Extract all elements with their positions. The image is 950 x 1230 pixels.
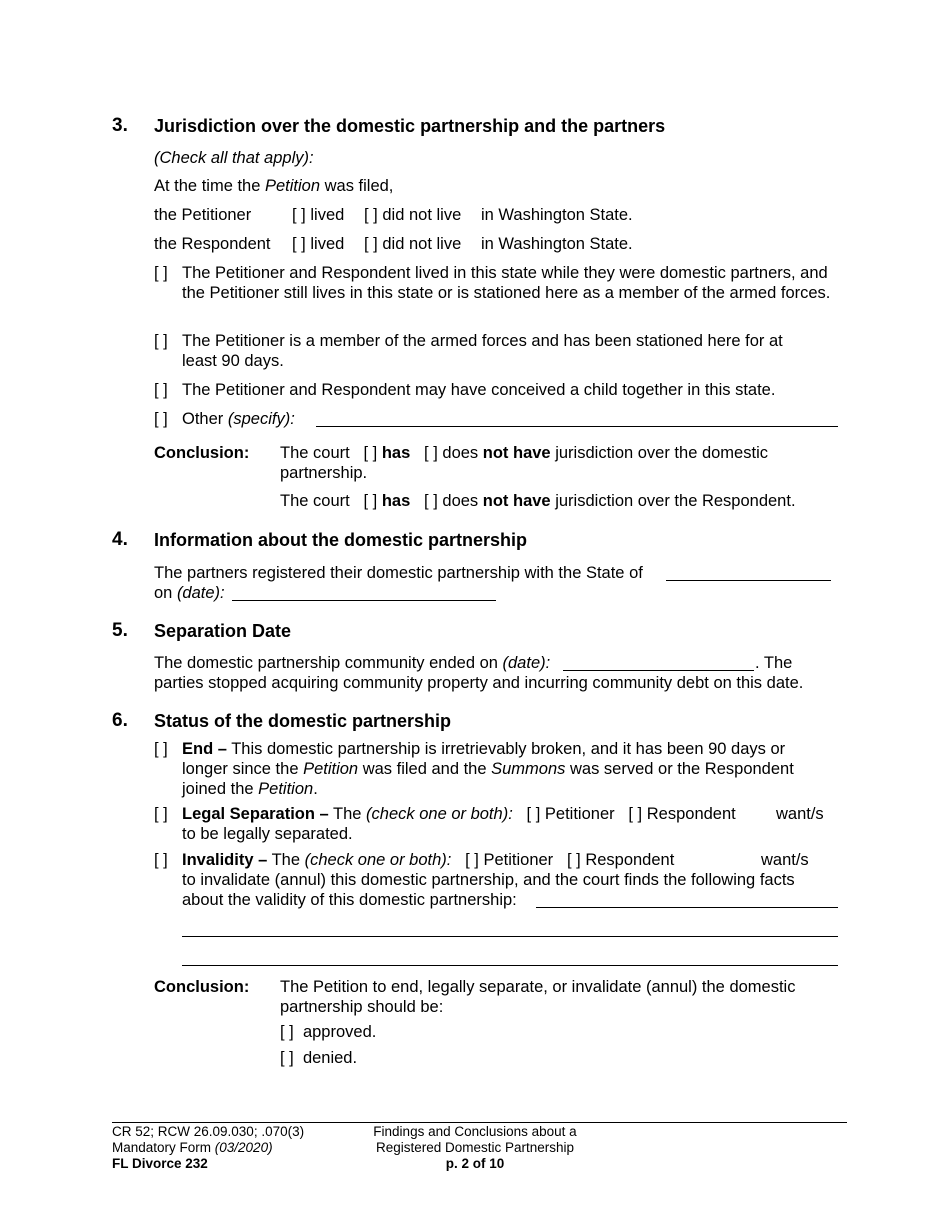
respondent-in-state-text: in Washington State. <box>481 235 633 253</box>
legal-separation-line-1: Legal Separation – The (check one or both): [ ] Petitioner [ ] Respondent <box>182 805 736 823</box>
section-6-conclusion-text: The Petition to end, legally separate, or invalidate (annul) the domestic partnership should be: <box>280 978 796 1016</box>
other-checkbox[interactable]: [ ] <box>154 410 168 428</box>
footer-center <box>345 1124 605 1172</box>
separation-date-text: The domestic partnership community ended on (date): <box>154 654 551 672</box>
registration-date-field[interactable] <box>232 600 496 601</box>
footer-left <box>112 1124 304 1172</box>
petitioner-did-not-live-checkbox[interactable]: [ ] <box>364 206 378 224</box>
option-3-checkbox[interactable]: [ ] <box>154 381 168 399</box>
footer-mandatory-form: Mandatory Form (03/2020) <box>112 1140 273 1155</box>
footer-divider <box>112 1122 847 1123</box>
invalid-petitioner-checkbox[interactable]: [ ] <box>465 851 479 869</box>
legal-petitioner-checkbox[interactable]: [ ] <box>526 805 541 823</box>
denied-checkbox[interactable]: [ ] <box>280 1049 294 1067</box>
option-3-text: The Petitioner and Respondent may have conceived a child together in this state. <box>182 381 776 399</box>
option-1-text: The Petitioner and Respondent lived in this state while they were domestic partners, and the Petitioner still lives in this state or is stationed here as a member of the armed forces. <box>182 264 831 302</box>
section-3-conclusion-label: Conclusion: <box>154 444 250 462</box>
footer-rule-reference: CR 52; RCW 26.09.030; .070(3) <box>112 1124 305 1139</box>
petitioner-lived-checkbox[interactable]: [ ] <box>292 206 306 224</box>
section-6-number: 6. <box>112 710 128 731</box>
section-6-title: Status of the domestic partnership <box>154 711 452 731</box>
registration-date-label: on (date): <box>154 584 225 602</box>
end-checkbox[interactable]: [ ] <box>154 740 168 758</box>
legal-separation-text: want/s to be legally separated. <box>182 805 824 843</box>
court-respondent-jurisdiction: The court [ ] has [ ] does not have jurisdiction over the Respondent. <box>280 492 796 510</box>
respondent-has-checkbox[interactable]: [ ] <box>363 492 378 510</box>
approved-option: [ ] approved. <box>280 1023 377 1041</box>
petitioner-in-state-text: in Washington State. <box>481 206 633 224</box>
footer-title-line-2: Registered Domestic Partnership <box>375 1140 575 1155</box>
check-all-instruction: (Check all that apply): <box>154 149 314 167</box>
footer-form-id: FL Divorce 232 <box>112 1156 208 1171</box>
invalidity-line-1: Invalidity – The (check one or both): [ ] Petitioner [ ] Respondent <box>182 851 675 869</box>
respondent-not-have-checkbox[interactable]: [ ] <box>424 492 438 510</box>
partnership-has-checkbox[interactable]: [ ] <box>363 444 378 462</box>
petitioner-did-not-live-option: [ ] did not live <box>364 206 462 224</box>
denied-option: [ ] denied. <box>280 1049 358 1067</box>
respondent-did-not-live-option: [ ] did not live <box>364 235 462 253</box>
section-6-conclusion-label: Conclusion: <box>154 978 250 996</box>
legal-respondent-checkbox[interactable]: [ ] <box>628 805 643 823</box>
petition-filed-intro: At the time the Petition was filed, <box>154 177 394 195</box>
respondent-did-not-live-checkbox[interactable]: [ ] <box>364 235 378 253</box>
footer-title-line-1: Findings and Conclusions about a <box>373 1124 577 1139</box>
registration-state-text: The partners registered their domestic partnership with the State of <box>154 564 643 582</box>
respondent-lived-checkbox[interactable]: [ ] <box>292 235 306 253</box>
separation-date-field[interactable] <box>563 670 754 671</box>
respondent-lived-option: [ ] lived <box>292 235 345 253</box>
option-1-checkbox[interactable]: [ ] <box>154 264 168 282</box>
legal-separation-checkbox[interactable]: [ ] <box>154 805 168 823</box>
section-5-title: Separation Date <box>154 621 292 641</box>
approved-checkbox[interactable]: [ ] <box>280 1023 294 1041</box>
end-option-text: End – This domestic partnership is irretrievably broken, and it has been 90 days or longer since the Petition was filed and the Summons was served or the Respondent joined the Petition. <box>182 740 794 798</box>
invalidity-checkbox[interactable]: [ ] <box>154 851 168 869</box>
option-2-checkbox[interactable]: [ ] <box>154 332 168 350</box>
registration-state-field[interactable] <box>666 580 831 581</box>
invalidity-facts-field-2[interactable] <box>182 936 838 937</box>
partnership-not-have-checkbox[interactable]: [ ] <box>424 444 438 462</box>
other-label: Other (specify): <box>182 410 295 428</box>
section-3-number: 3. <box>112 115 128 136</box>
invalidity-facts-field-1[interactable] <box>536 907 838 908</box>
court-partnership-jurisdiction: The court [ ] has [ ] does not have jurisdiction over the domestic partnership. <box>280 444 768 482</box>
invalid-respondent-checkbox[interactable]: [ ] <box>566 851 581 869</box>
footer-page-number: p. 2 of 10 <box>445 1156 505 1171</box>
petitioner-lived-option: [ ] lived <box>292 206 345 224</box>
section-4-title: Information about the domestic partnership <box>154 530 528 550</box>
option-2-text: The Petitioner is a member of the armed forces and has been stationed here for at least 90 days. <box>182 332 783 370</box>
separation-the: . The <box>755 654 793 672</box>
respondent-residence-label: the Respondent <box>154 235 271 253</box>
section-4-number: 4. <box>112 529 128 550</box>
other-specify-field[interactable] <box>316 426 838 427</box>
invalidity-facts-field-3[interactable] <box>182 965 838 966</box>
petitioner-residence-label: the Petitioner <box>154 206 252 224</box>
section-5-number: 5. <box>112 620 128 641</box>
section-3-title: Jurisdiction over the domestic partnership and the partners <box>154 116 666 136</box>
separation-date-text-2: parties stopped acquiring community property and incurring community debt on this date. <box>154 674 804 692</box>
invalidity-text: want/s to invalidate (annul) this domestic partnership, and the court finds the following facts about the validity of this domestic partnership: <box>182 851 809 909</box>
